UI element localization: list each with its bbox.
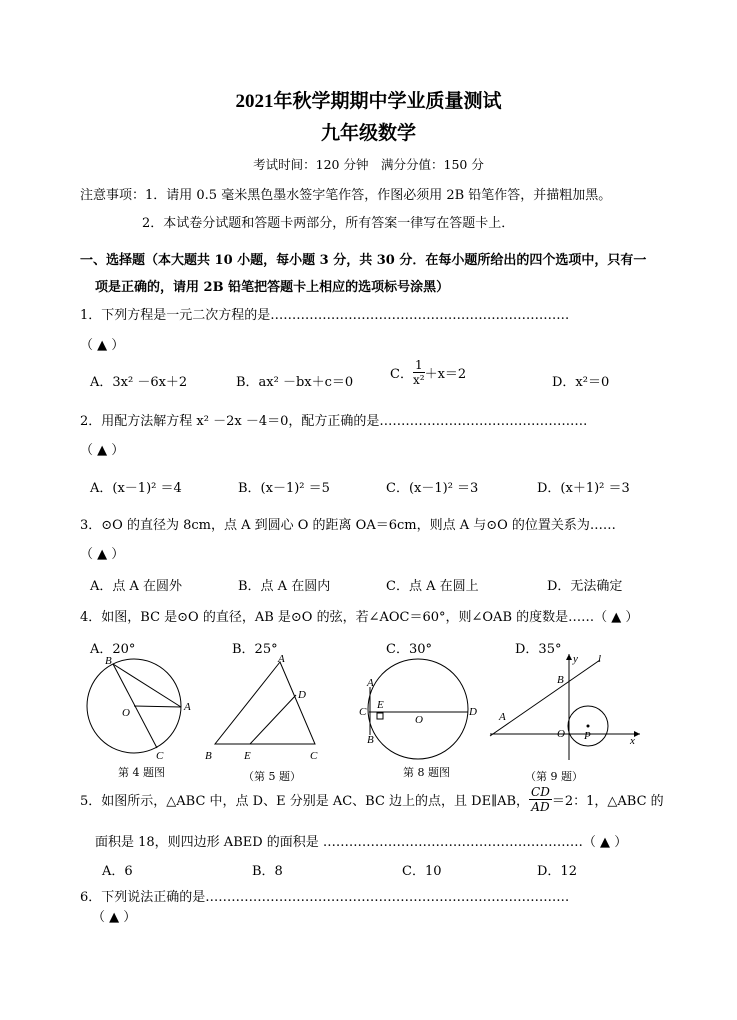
q5-stem-line-1 — [80, 785, 664, 814]
q3-option-b: B．点 A 在圆内 — [238, 579, 331, 594]
q1-answer-mark: （ ▲ ） — [80, 338, 125, 353]
q1-c-denominator: x² — [412, 373, 425, 387]
svg-text:B: B — [105, 655, 112, 667]
section-heading-line-1: 一、选择题（本大题共 10 小题，每小题 3 分，共 30 分．在每小题所给出的四个选项中，只有一 — [80, 253, 647, 268]
q2-option-a: A．(x－1)² ＝4 — [90, 481, 182, 496]
figure-q5 — [200, 652, 330, 767]
figure-q9-diagram — [485, 650, 655, 765]
svg-text:B: B — [367, 734, 374, 746]
svg-text:P: P — [584, 730, 591, 742]
q5-option-a: A．6 — [102, 864, 133, 879]
page-title: 2021年秋学期期中学业质量测试 — [235, 91, 502, 112]
q6-stem: 6．下列说法正确的是………………………………………………………………………… — [80, 890, 570, 905]
q5-option-d: D．12 — [537, 864, 577, 879]
q1-option-c-prefix: C． — [390, 367, 413, 382]
section-heading-line-2: 项是正确的，请用 2B 铅笔把答题卡上相应的选项标号涂黑） — [95, 280, 450, 295]
svg-text:C: C — [359, 706, 367, 718]
svg-text:A: A — [499, 711, 506, 723]
q1-option-b: B．ax² －bx＋c＝0 — [236, 375, 354, 390]
q3-option-c: C．点 A 在圆上 — [386, 579, 479, 594]
figure-q8-diagram — [350, 652, 485, 767]
svg-text:D: D — [469, 706, 477, 718]
svg-text:A: A — [278, 653, 285, 665]
notice-line-1: 注意事项：1．请用 0.5 毫米黑色墨水签字笔作答，作图必须用 2B 铅笔作答，并描粗加黑。 — [80, 188, 612, 203]
q5-stem-prefix: 5．如图所示，△ABC 中，点 D、E 分别是 AC、BC 边上的点，且 DE∥AB， — [80, 794, 530, 809]
figure-q8-caption: 第 8 题图 — [403, 766, 450, 779]
svg-text:E: E — [377, 699, 384, 711]
svg-text:l: l — [598, 653, 602, 665]
q5-stem-line-2: 面积是 18，则四边形 ABED 的面积是 ……………………………………………………（ ▲ ） — [95, 835, 628, 850]
svg-text:A: A — [184, 701, 191, 713]
q5-stem-suffix: ＝2：1，△ABC 的 — [551, 794, 664, 809]
q4-option-b: B．25° — [232, 642, 278, 657]
svg-text:O: O — [122, 707, 130, 719]
q3-option-a: A．点 A 在圆外 — [90, 579, 183, 594]
q4-stem: 4．如图，BC 是⊙O 的直径，AB 是⊙O 的弦，若∠AOC＝60°，则∠OAB 的度数是……（ ▲ ） — [80, 610, 639, 625]
q2-option-c: C．(x－1)² ＝3 — [386, 481, 479, 496]
notice-line-2: 2．本试卷分试题和答题卡两部分，所有答案一律写在答题卡上． — [142, 216, 515, 231]
svg-text:y: y — [573, 653, 578, 665]
figure-q5-diagram — [200, 652, 330, 767]
figure-q9-caption: （第 9 题） — [525, 770, 583, 783]
q1-stem: 1．下列方程是一元二次方程的是…………………………………………………………… — [80, 308, 570, 323]
figure-q4-diagram — [80, 652, 200, 767]
figure-q4-caption: 第 4 题图 — [118, 766, 165, 779]
svg-text:C: C — [310, 750, 318, 762]
q3-answer-mark: （ ▲ ） — [80, 547, 125, 562]
q2-option-b: B．(x－1)² ＝5 — [238, 481, 330, 496]
q5-frac-denominator: AD — [531, 800, 550, 814]
q2-stem: 2．用配方法解方程 x² －2x －4＝0，配方正确的是………………………………………… — [80, 414, 588, 429]
q5-option-b: B．8 — [252, 864, 283, 879]
q6-answer-mark: （ ▲ ） — [92, 910, 137, 925]
q1-option-a: A．3x² －6x＋2 — [90, 375, 188, 390]
svg-text:B: B — [557, 674, 564, 686]
svg-text:C: C — [156, 750, 164, 762]
q1-option-c-suffix: ＋x＝2 — [424, 367, 467, 382]
q4-option-c: C．30° — [386, 642, 432, 657]
q3-option-d: D．无法确定 — [547, 579, 623, 594]
q5-frac-numerator: CD — [531, 785, 550, 799]
q5-option-c: C．10 — [402, 864, 442, 879]
q4-option-d: D．35° — [515, 642, 562, 657]
q2-option-d: D．(x＋1)² ＝3 — [537, 481, 630, 496]
svg-text:x: x — [630, 735, 635, 747]
svg-text:O: O — [557, 728, 565, 740]
q2-answer-mark: （ ▲ ） — [80, 443, 125, 458]
exam-info: 考试时间：120 分钟 满分分值：150 分 — [253, 157, 484, 172]
figure-q5-caption: （第 5 题） — [243, 770, 301, 783]
figure-q4 — [80, 652, 200, 767]
svg-text:A: A — [367, 677, 374, 689]
q1-option-c — [390, 358, 466, 387]
figure-q9 — [485, 650, 655, 765]
q1-option-c-fraction — [413, 358, 425, 387]
svg-text:E: E — [244, 750, 251, 762]
q3-stem: 3．⊙O 的直径为 8cm，点 A 到圆心 O 的距离 OA＝6cm，则点 A 与⊙O 的位置关系为…… — [80, 518, 616, 533]
q1-option-d: D．x²＝0 — [552, 375, 610, 390]
figure-q8 — [350, 652, 485, 767]
svg-text:D: D — [298, 689, 306, 701]
q5-fraction — [529, 785, 552, 814]
page-subtitle: 九年级数学 — [320, 123, 416, 144]
svg-text:O: O — [415, 714, 423, 726]
q4-option-a: A．20° — [90, 642, 136, 657]
q1-c-numerator: 1 — [414, 358, 423, 372]
svg-text:B: B — [205, 750, 212, 762]
